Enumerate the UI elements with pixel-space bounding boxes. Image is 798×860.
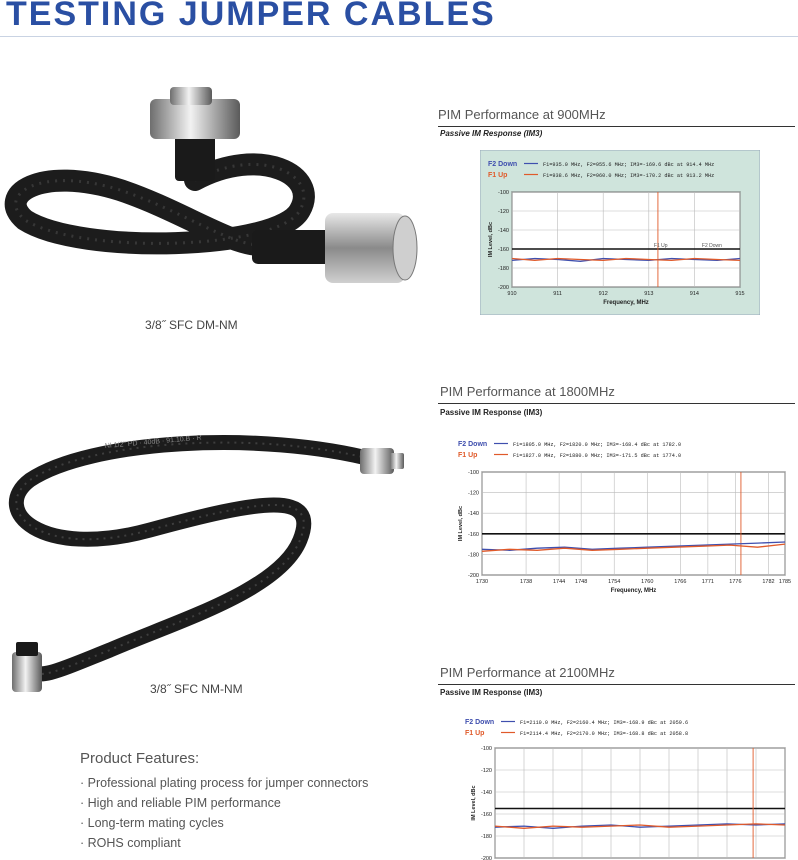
x-axis-label: Frequency, MHz <box>603 300 649 306</box>
y-tick-label: -120 <box>467 490 479 497</box>
y-tick-label: -200 <box>467 573 479 579</box>
y-tick-label: -160 <box>480 812 492 818</box>
y-tick-label: -100 <box>497 190 509 196</box>
chart-subtitle-2100: Passive IM Response (IM3) <box>440 688 543 697</box>
x-tick-label: 1766 <box>674 579 687 585</box>
chart-heading-900: PIM Performance at 900MHz <box>438 107 606 122</box>
legend-text: F1=1827.0 MHz, F2=1880.0 MHz; IM3=-171.5 dBc at 1774.0 <box>513 453 682 459</box>
feature-item: · Long-term mating cycles <box>80 813 368 833</box>
y-tick-label: -200 <box>497 285 509 291</box>
feature-item: · ROHS compliant <box>80 833 368 853</box>
x-tick-label: 1744 <box>553 579 566 585</box>
chart-rule-1800 <box>438 403 795 404</box>
chart-subtitle-1800: Passive IM Response (IM3) <box>440 408 543 417</box>
features-list <box>80 773 368 853</box>
y-tick-label: -180 <box>497 266 509 272</box>
feature-item: · Professional plating process for jumper connectors <box>80 773 368 793</box>
y-tick-label: -160 <box>497 247 509 253</box>
y-tick-label: -140 <box>467 511 479 518</box>
x-axis-label: Frequency, MHz <box>610 588 657 594</box>
y-tick-label: -180 <box>480 834 492 840</box>
y-tick-label: -100 <box>467 470 479 476</box>
product-caption-dm-nm: 3/8˝ SFC DM-NM <box>145 318 238 332</box>
legend-name: F2 Down <box>458 441 488 448</box>
y-tick-label: -100 <box>480 746 492 752</box>
y-tick-label: -180 <box>467 552 479 559</box>
chart-subtitle-900: Passive IM Response (IM3) <box>440 129 543 138</box>
cable-photo-nm-nm <box>0 420 430 705</box>
y-tick-label: -120 <box>497 209 509 215</box>
y-tick-label: -140 <box>480 790 492 796</box>
y-tick-label: -140 <box>497 228 509 234</box>
x-tick-label: 915 <box>735 291 745 297</box>
x-tick-label: 912 <box>598 291 608 297</box>
pim-chart-1800 <box>440 432 795 597</box>
cable-photo-dm-nm <box>0 85 430 335</box>
chart-annotation: F1 Up <box>653 243 668 249</box>
x-tick-label: 1754 <box>608 579 621 585</box>
legend-name: F1 Up <box>458 452 478 459</box>
x-tick-label: 914 <box>689 291 699 297</box>
product-caption-nm-nm: 3/8˝ SFC NM-NM <box>150 682 243 696</box>
legend-name: F2 Down <box>465 719 495 726</box>
feature-item: · High and reliable PIM performance <box>80 793 368 813</box>
cable-print-text: NI 1/2" PD · 40dB · 91.10.B · R <box>104 434 202 450</box>
pim-chart-2100 <box>455 712 795 860</box>
page-title: TESTING JUMPER CABLES <box>6 0 496 33</box>
y-axis-label: IM Level, dBc <box>458 505 464 542</box>
chart-annotation: F2 Down <box>701 243 722 249</box>
title-divider <box>0 36 798 37</box>
y-axis-label: IM Level, dBc <box>488 221 494 258</box>
x-tick-label: 911 <box>553 291 562 297</box>
x-tick-label: 913 <box>644 291 654 297</box>
y-axis-label: IM Level, dBc <box>471 785 477 821</box>
legend-name: F2 Down <box>488 161 518 168</box>
plot-area <box>482 472 785 575</box>
x-tick-label: 910 <box>507 291 517 297</box>
x-tick-label: 1738 <box>519 579 533 585</box>
chart-heading-2100: PIM Performance at 2100MHz <box>440 665 615 680</box>
y-tick-label: -120 <box>480 768 492 774</box>
legend-text: F1=935.0 MHz, F2=955.6 MHz; IM3=-169.6 dBc at 914.4 MHz <box>543 162 715 168</box>
y-tick-label: -200 <box>480 856 492 860</box>
legend-name: F1 Up <box>465 730 485 737</box>
x-tick-label: 1730 <box>475 579 489 585</box>
chart-heading-1800: PIM Performance at 1800MHz <box>440 384 615 399</box>
x-tick-label: 1782 <box>762 579 775 585</box>
x-tick-label: 1771 <box>701 579 714 585</box>
features-heading: Product Features: <box>80 750 200 767</box>
legend-text: F1=1805.0 MHz, F2=1820.0 MHz; IM3=-168.4 dBc at 1782.0 <box>513 442 682 448</box>
pim-chart-900 <box>480 150 760 315</box>
x-tick-label: 1760 <box>641 579 654 585</box>
x-tick-label: 1785 <box>778 579 792 585</box>
x-tick-label: 1748 <box>575 579 588 585</box>
legend-text: F1=2114.4 MHz, F2=2170.0 MHz; IM3=-168.8 dBc at 2058.8 <box>520 731 689 737</box>
chart-rule-900 <box>438 126 795 127</box>
product-features <box>80 750 368 853</box>
chart-rule-2100 <box>438 684 795 685</box>
x-tick-label: 1776 <box>729 579 742 585</box>
legend-text: F1=2110.0 MHz, F2=2160.4 MHz; IM3=-168.9 dBc at 2059.6 <box>520 720 689 726</box>
y-tick-label: -160 <box>467 531 479 538</box>
plot-area <box>512 192 740 287</box>
legend-text: F1=938.6 MHz, F2=960.0 MHz; IM3=-170.2 dBc at 913.2 MHz <box>543 173 715 179</box>
legend-name: F1 Up <box>488 172 508 179</box>
